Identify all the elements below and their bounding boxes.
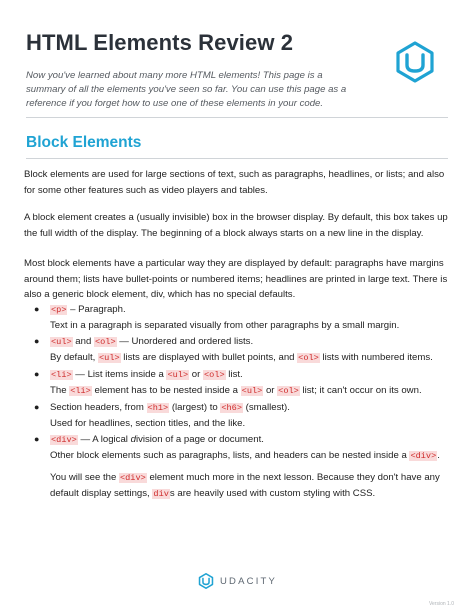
paragraph: A block element creates a (usually invisible) box in the browser display. By default, this box takes up the full width of the display. The beginning of a block always starts on a new line in the display. <box>24 212 448 239</box>
bullet-icon: ● <box>34 368 40 379</box>
intro-text: Now you've learned about many more HTML elements! This page is a summary of all the elements you've seen so far. You can use this page as a reference if you forget how to use one of these elements in your code. <box>26 70 347 110</box>
udacity-logo-icon <box>394 41 436 83</box>
list-item: ● Section headers, from <h1> (largest) to <h6> (smallest). Used for headlines, section titles, and the like. <box>24 400 452 432</box>
content-body <box>24 167 452 503</box>
paragraph: Block elements are used for large sections of text, such as paragraphs, headlines, or lists; and also for some other features such as video players and tables. <box>24 169 445 196</box>
bullet-icon: ● <box>34 303 40 314</box>
list-item: ● <div> — A logical division of a page or document. Other block elements such as paragraphs, lists, and headers can be nested inside a <div>. <box>24 432 452 465</box>
code-tag: <ol> <box>204 369 225 380</box>
code-tag: <ol> <box>94 336 116 347</box>
code-tag: <ul> <box>99 353 120 363</box>
list-item-description: Used for headlines, section titles, and the like. <box>50 418 246 429</box>
code-tag: div <box>153 489 169 499</box>
paragraph: Most block elements have a particular way they are displayed by default: paragraphs have margins around them; lists have bullet-points or numbered items; headlines are printed in large text. There is also a generic block element, div, which has no special defaults. <box>24 258 448 300</box>
code-tag: <ul> <box>241 386 263 396</box>
footer-brand-name: UDACITY <box>220 575 278 587</box>
section-title: Block Elements <box>26 134 142 151</box>
divider <box>26 117 448 118</box>
bullet-icon: ● <box>34 433 40 444</box>
code-tag: <li> <box>70 386 91 396</box>
code-tag: <ul> <box>51 336 72 347</box>
bullet-icon: ● <box>34 335 40 346</box>
code-tag: <h6> <box>221 402 242 413</box>
page-title: HTML Elements Review 2 <box>26 30 294 55</box>
element-list <box>24 302 452 465</box>
version-label: Version 1.0 <box>428 601 454 607</box>
code-tag: <li> <box>51 369 72 380</box>
list-item: ● <li> — List items inside a <ul> or <ol> list. The <li> element has to be nested inside a <ul> or <ol> list; it can't occur on its own. <box>24 367 452 400</box>
code-tag: <div> <box>410 451 437 461</box>
list-item-description: By default, <ul> lists are displayed with bullet points, and <ol> lists with numbered items. <box>50 352 433 363</box>
closing-paragraph: You will see the <div> element much more in the next lesson. Because they don't have any default display settings, divs are heavily used with custom styling with CSS. <box>50 471 440 499</box>
footer-brand <box>198 573 277 589</box>
udacity-logo-icon <box>198 573 214 589</box>
list-item: ● <p> – Paragraph. Text in a paragraph is separated visually from other paragraphs by a small margin. <box>24 302 452 334</box>
code-tag: <h1> <box>147 402 169 413</box>
code-tag: <ul> <box>167 369 189 380</box>
list-item: ● <ul> and <ol> — Unordered and ordered lists. By default, <ul> lists are displayed with bullet points, and <ol> lists with numbered items. <box>24 334 452 367</box>
bullet-icon: ● <box>34 401 40 412</box>
code-tag: <ol> <box>298 353 319 363</box>
code-tag: <p> <box>51 304 67 315</box>
code-tag: <ol> <box>278 386 299 396</box>
section-divider <box>26 158 448 159</box>
list-item-description: Text in a paragraph is separated visually from other paragraphs by a small margin. <box>50 320 400 331</box>
code-tag: <div> <box>51 434 77 445</box>
list-item-description: The <li> element has to be nested inside a <ul> or <ol> list; it can't occur on its own. <box>50 385 422 396</box>
list-item-description: Other block elements such as paragraphs, lists, and headers can be nested inside a <div>. <box>50 450 440 461</box>
code-tag: <div> <box>119 472 146 483</box>
